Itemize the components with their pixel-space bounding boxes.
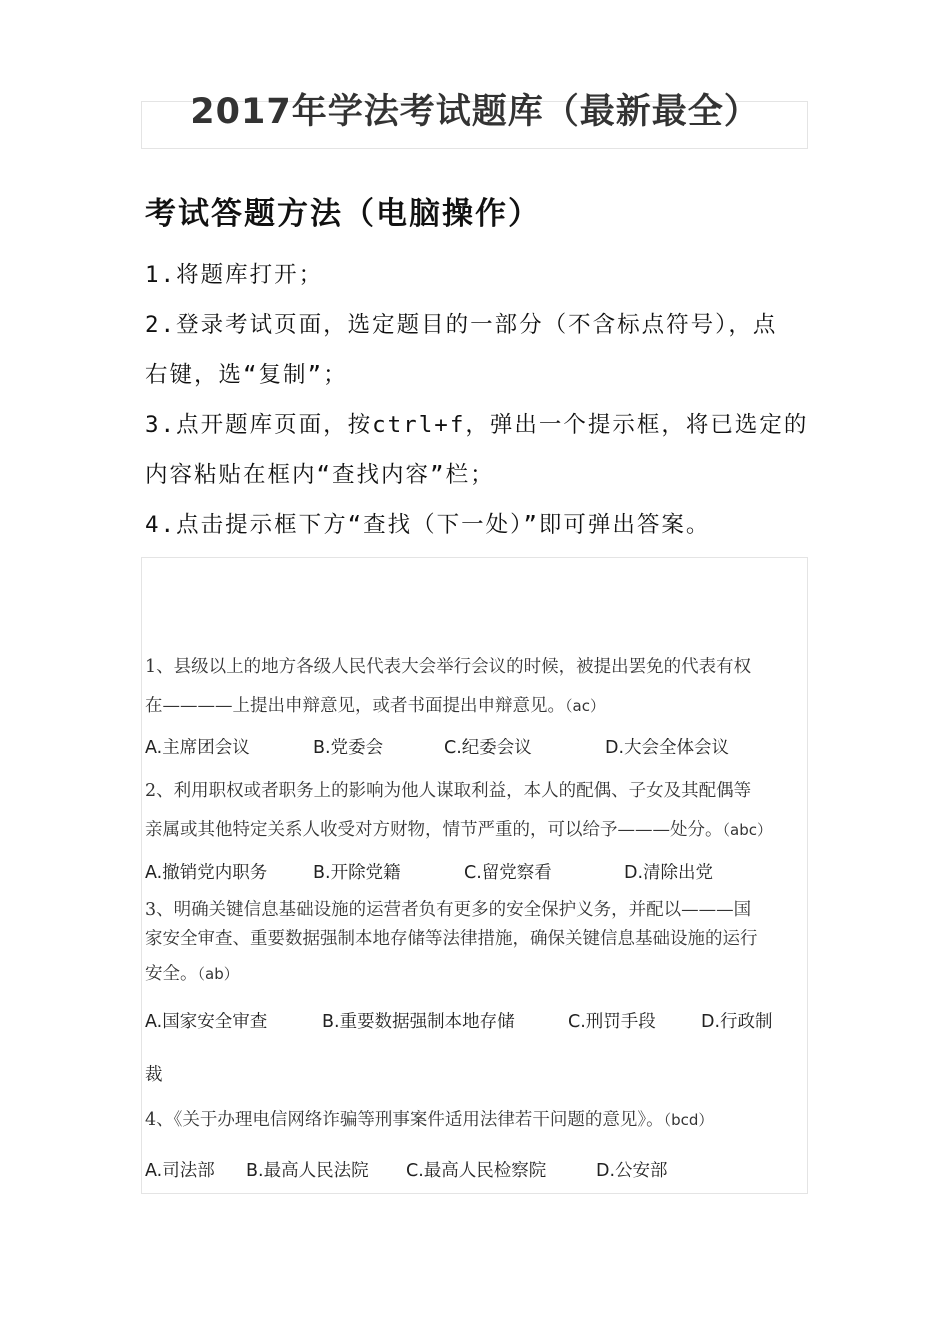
option-b: B.开除党籍 [313,863,401,883]
method-heading: 考试答题方法（电脑操作） [145,196,541,232]
option-c: C.最高人民检察院 [406,1161,547,1181]
question-text: 亲属或其他特定关系人收受对方财物，情节严重的，可以给予———处分。 [145,820,723,840]
question-text: 2、利用职权或者职务上的影响为他人谋取利益，本人的配偶、子女及其配偶等 [145,781,752,801]
question-1 [145,648,809,726]
option-d: D.大会全体会议 [605,738,730,758]
option-b: B.党委会 [313,738,384,758]
step-line: 右键，选“复制”； [145,362,348,388]
option-d: D.行政制 [701,1012,773,1032]
step-line: 2.登录考试页面，选定题目的一部分（不含标点符号），点 [145,312,778,338]
question-text: 3、明确关键信息基础设施的运营者负有更多的安全保护义务，并配以———国 [145,900,752,920]
question-2 [145,772,809,850]
question-text: 在————上提出申辩意见，或者书面提出申辩意见。 [145,696,565,716]
option-c: C.留党察看 [464,863,552,883]
answer-key: （bcd） [663,1111,714,1129]
question-text: 1、县级以上的地方各级人民代表大会举行会议的时候，被提出罢免的代表有权 [145,657,752,677]
option-d-continued: 裁 [145,1065,163,1085]
question-4 [145,1105,809,1135]
step-line: 内容粘贴在框内“查找内容”栏； [145,462,495,488]
option-a: A.司法部 [145,1161,215,1181]
document-title: 2017年学法考试题库（最新最全） [190,92,760,132]
step-line: 3.点开题库页面，按ctrl+f，弹出一个提示框，将已选定的 [145,412,809,438]
option-c: C.纪委会议 [444,738,532,758]
answer-key: （ac） [565,697,605,715]
question-3 [145,896,809,992]
question-text: 4、《关于办理电信网络诈骗等刑事案件适用法律若干问题的意见》。 [145,1110,664,1130]
option-a: A.撤销党内职务 [145,863,268,883]
option-b: B.最高人民法院 [246,1161,369,1181]
answer-key: （ab） [197,965,239,983]
option-d: D.公安部 [596,1161,668,1181]
question-text: 家安全审查、重要数据强制本地存储等法律措施，确保关键信息基础设施的运行 [145,929,758,949]
option-b: B.重要数据强制本地存储 [322,1012,515,1032]
option-a: A.主席团会议 [145,738,250,758]
option-a: A.国家安全审查 [145,1012,268,1032]
method-steps [145,250,813,550]
step-line: 1.将题库打开； [145,262,324,288]
question-text: 安全。 [145,964,198,984]
answer-key: （abc） [722,821,772,839]
option-d: D.清除出党 [624,863,714,883]
step-line: 4.点击提示框下方“查找（下一处）”即可弹出答案。 [145,512,711,538]
option-c: C.刑罚手段 [568,1012,656,1032]
